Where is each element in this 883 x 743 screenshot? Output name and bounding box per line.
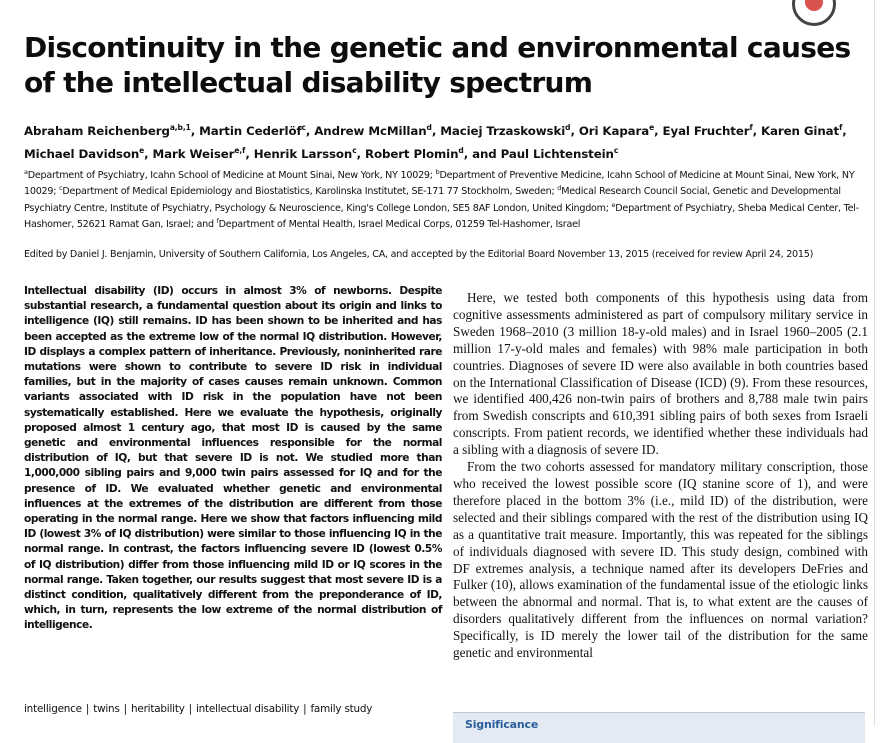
affiliation-text: Department of Mental Health, Israel Medical Corps, 01259 Tel-Hashomer, Israel: [218, 219, 581, 231]
author-name: Martin Cederlöf: [199, 123, 302, 138]
body-paragraph-1: Here, we tested both components of this hypothesis using data from cognitive assessments administered as part of compulsory military service in Sweden 1968–2010 (3 million 18-y-old males) and in Israel 1960–2005 (2.1 million 17-y-old males and females) with 98% male participation in both countries. Diagnoses of severe ID were also available in both countries based on the International Classification of Disease (ICD) (9). From these resources, we identified 400,426 non-twin pairs of brothers and 8,788 male twin pairs from Swedish conscripts and 610,391 sibling pairs of both sexes from Israeli conscripts. From patient records, we identified whether these individuals had a sibling with a diagnosis of severe ID.: [453, 290, 868, 458]
keywords: [24, 702, 442, 716]
affiliation-key: e: [611, 200, 616, 209]
keyword-separator: |: [303, 703, 307, 715]
author-separator: ,: [144, 146, 153, 161]
author-name: Paul Lichtenstein: [500, 146, 614, 161]
author-affiliation-mark: e: [139, 145, 145, 155]
author-name: Robert Plomin: [364, 146, 459, 161]
author-separator: ,: [570, 123, 579, 138]
author-list: [24, 118, 874, 164]
affiliation-text: Department of Psychiatry, Sheba Medical Center, Tel-Hashomer, 52621 Ramat Gan, Israel; and: [24, 202, 859, 231]
author-name: Henrik Larsson: [253, 146, 353, 161]
author-separator: ,: [842, 123, 847, 138]
author-separator: ,: [356, 146, 365, 161]
author-affiliation-mark: c: [352, 145, 357, 155]
affiliation-key: f: [216, 217, 219, 226]
author-name: Andrew McMillan: [314, 123, 427, 138]
author-name: Abraham Reichenberg: [24, 123, 170, 138]
author-affiliation-mark: f: [749, 123, 753, 132]
author-separator: ,: [654, 123, 663, 138]
author-name: Eyal Fruchter: [662, 123, 750, 138]
affiliations: [24, 166, 874, 232]
keyword-separator: |: [123, 703, 127, 715]
edited-by: Edited by Daniel J. Benjamin, University of Southern California, Los Angeles, CA, and accepted by the Editorial Board November 13, 2015 (received for review April 24, 2015): [24, 249, 814, 260]
journal-logo: [792, 0, 836, 26]
keyword: twins: [93, 703, 120, 715]
significance-box: [453, 712, 865, 743]
keyword: intellectual disability: [195, 703, 300, 715]
affiliation-text: Department of Medical Epidemiology and Biostatistics, Karolinska Institutet, SE-171 77 Stockholm, Sweden;: [62, 186, 558, 198]
affiliation-key: b: [435, 168, 440, 176]
affiliation-text: Department of Preventive Medicine, Icahn School of Medicine at Mount Sinai, New York, NY 10029;: [24, 170, 855, 198]
affiliation-key: a: [24, 168, 28, 176]
author-separator: ,: [190, 123, 200, 138]
author-name: Ori Kapara: [578, 123, 650, 138]
affiliation-key: c: [59, 184, 63, 193]
keyword-separator: |: [85, 703, 90, 715]
keyword-separator: |: [188, 703, 192, 715]
author-name: Michael Davidson: [24, 146, 140, 161]
author-separator: ,: [431, 123, 441, 138]
author-name: Maciej Trzaskowski: [440, 123, 566, 138]
author-affiliation-mark: e,f: [234, 145, 246, 155]
author-affiliation-mark: d: [565, 123, 571, 132]
author-affiliation-mark: f: [839, 123, 843, 132]
author-affiliation-mark: a,b,1: [169, 123, 191, 132]
significance-title: Significance: [465, 718, 539, 731]
keyword: heritability: [130, 703, 185, 715]
body-column: [453, 290, 868, 662]
page-edge-rule: [874, 0, 875, 726]
affiliation-key: d: [557, 184, 562, 193]
author-name: Karen Ginat: [761, 123, 840, 138]
author-affiliation-mark: d: [426, 123, 432, 132]
author-affiliation-mark: d: [458, 145, 464, 155]
keyword: family study: [310, 703, 373, 715]
author-separator: , and: [463, 146, 501, 161]
author-affiliation-mark: c: [613, 145, 619, 155]
author-name: Mark Weiser: [152, 146, 235, 161]
keyword: intelligence: [24, 703, 82, 715]
affiliation-text: Medical Research Council Social, Genetic and Developmental Psychiatry Centre, Institute of Psychiatry, Psychology & Neuroscience, King's College London, SE5 8AF London, United Kingdom;: [24, 186, 841, 214]
author-affiliation-mark: e: [649, 123, 655, 132]
body-paragraph-2: From the two cohorts assessed for mandatory military conscription, those who received the lowest possible score (IQ stanine score of 1), and were therefore placed in the bottom 3% (i.e., mild ID) of the distribution, were selected and their siblings compared with the rest of the distribution using IQ as a quantitative trait measure. Importantly, this was repeated for the siblings of individuals diagnosed with severe ID. This study design, combined with DF extremes analysis, a technique named after its developers DeFries and Fulker (10), allows examination of the fundamental issue of the etiologic links between the abnormal and normal. That is, to what extent are the causes of disorders qualitatively different from the influences on normal variation? Specifically, is ID merely the lower tail of the distribution for the same genetic and environmental: [453, 459, 868, 661]
author-separator: ,: [305, 123, 315, 138]
affiliation-text: Department of Psychiatry, Icahn School of Medicine at Mount Sinai, New York, NY 10029;: [27, 170, 436, 182]
author-separator: ,: [752, 123, 762, 138]
author-affiliation-mark: c: [301, 123, 306, 132]
abstract: Intellectual disability (ID) occurs in almost 3% of newborns. Despite substantial research, a fundamental question about its origin and links to intelligence (IQ) still remains. ID has been shown to be inherited and has been accepted as the extreme low of the normal IQ distribution. However, ID displays a complex pattern of inheritance. Previously, noninherited rare mutations were shown to contribute to severe ID risk in individual families, but in the majority of cases causes remain unknown. Common variants associated with ID risk in the population have not been systematically established. Here we evaluate the hypothesis, originally proposed almost 1 century ago, that most ID is caused by the same genetic and environmental influences responsible for the normal distribution of IQ, but that severe ID is not. We studied more than 1,000,000 sibling pairs and 9,000 twin pairs assessed for IQ and for the presence of ID. We evaluated whether genetic and environmental influences at the extremes of the distribution are different from those operating in the normal range. Here we show that factors influencing mild ID (lowest 3% of IQ distribution) were similar to those influencing IQ in the normal range. In contrast, the factors influencing severe ID (lowest 0.5% of IQ distribution) differ from those influencing mild ID or IQ scores in the normal range. Taken together, our results suggest that most severe ID is a distinct condition, qualitatively different from the preponderance of ID, which, in turn, represents the low extreme of the normal distribution of intelligence.: [24, 285, 442, 632]
article-title: Discontinuity in the genetic and environmental causes of the intellectual disability spectrum: [24, 31, 851, 99]
author-separator: ,: [245, 146, 254, 161]
